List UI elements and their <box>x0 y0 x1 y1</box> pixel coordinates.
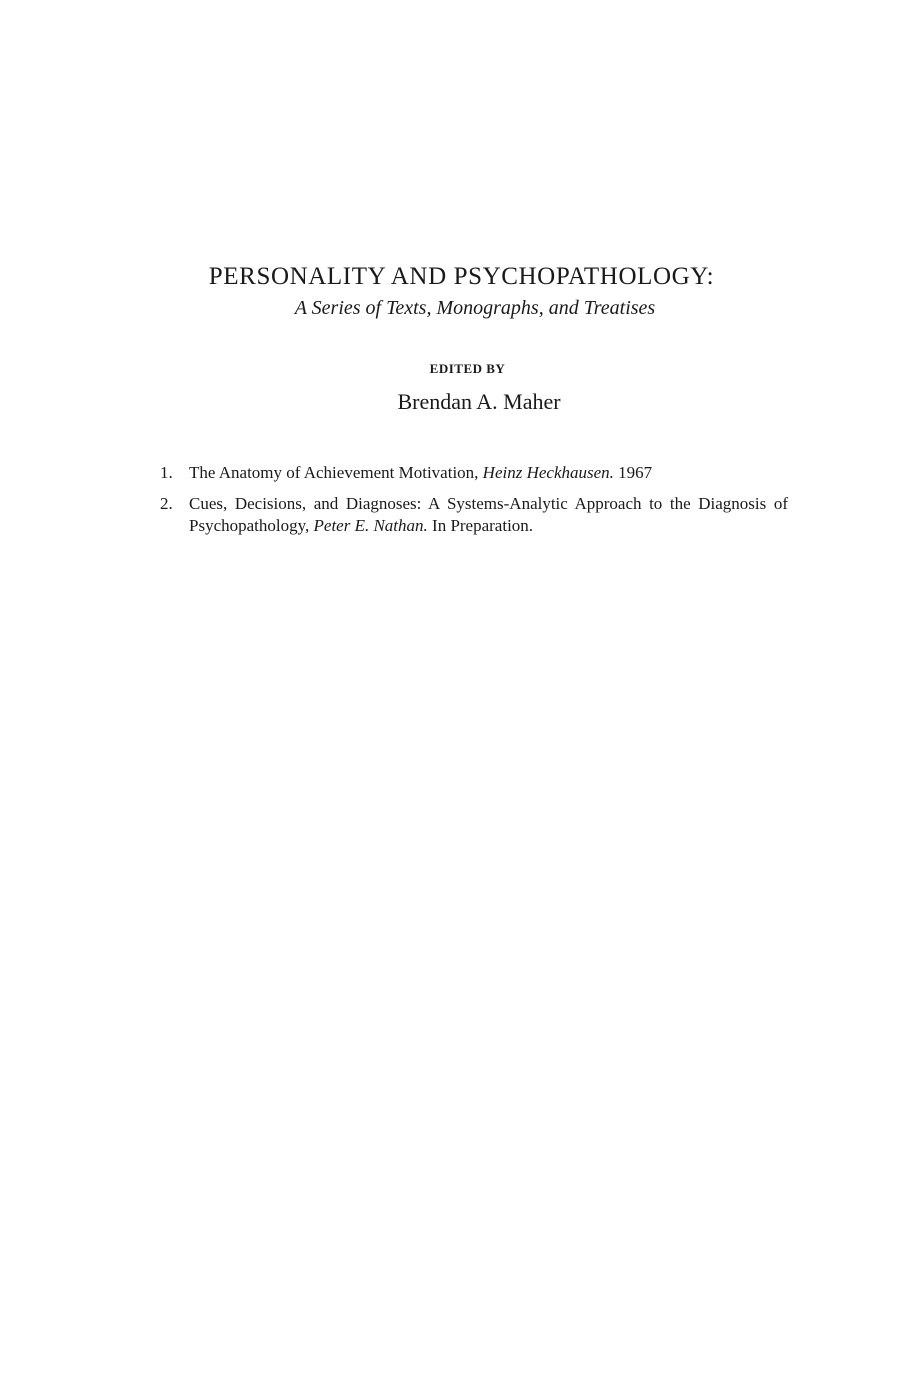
volume-author: Heinz Heckhausen. <box>482 463 614 482</box>
volume-author: Peter E. Nathan. <box>313 516 428 535</box>
edited-by-label: EDITED BY <box>429 361 506 376</box>
volume-note: 1967 <box>618 463 653 482</box>
series-title: PERSONALITY AND PSYCHOPATHOLOGY: <box>208 263 715 290</box>
volume-item <box>160 462 788 484</box>
volume-title: The Anatomy of Achievement Motivation, <box>189 463 479 482</box>
volume-list <box>160 462 788 546</box>
series-subtitle: A Series of Texts, Monographs, and Treatises <box>294 297 656 319</box>
volume-title: Cues, Decisions, and Diagnoses: A Systems-Analytic Approach to the Diagnosis of Psychopathology, <box>189 494 788 535</box>
volume-note: In Preparation. <box>432 516 534 535</box>
volume-number: 2. <box>160 494 173 513</box>
volume-item <box>160 493 788 537</box>
volume-number: 1. <box>160 463 173 482</box>
editor-name: Brendan A. Maher <box>397 389 561 414</box>
